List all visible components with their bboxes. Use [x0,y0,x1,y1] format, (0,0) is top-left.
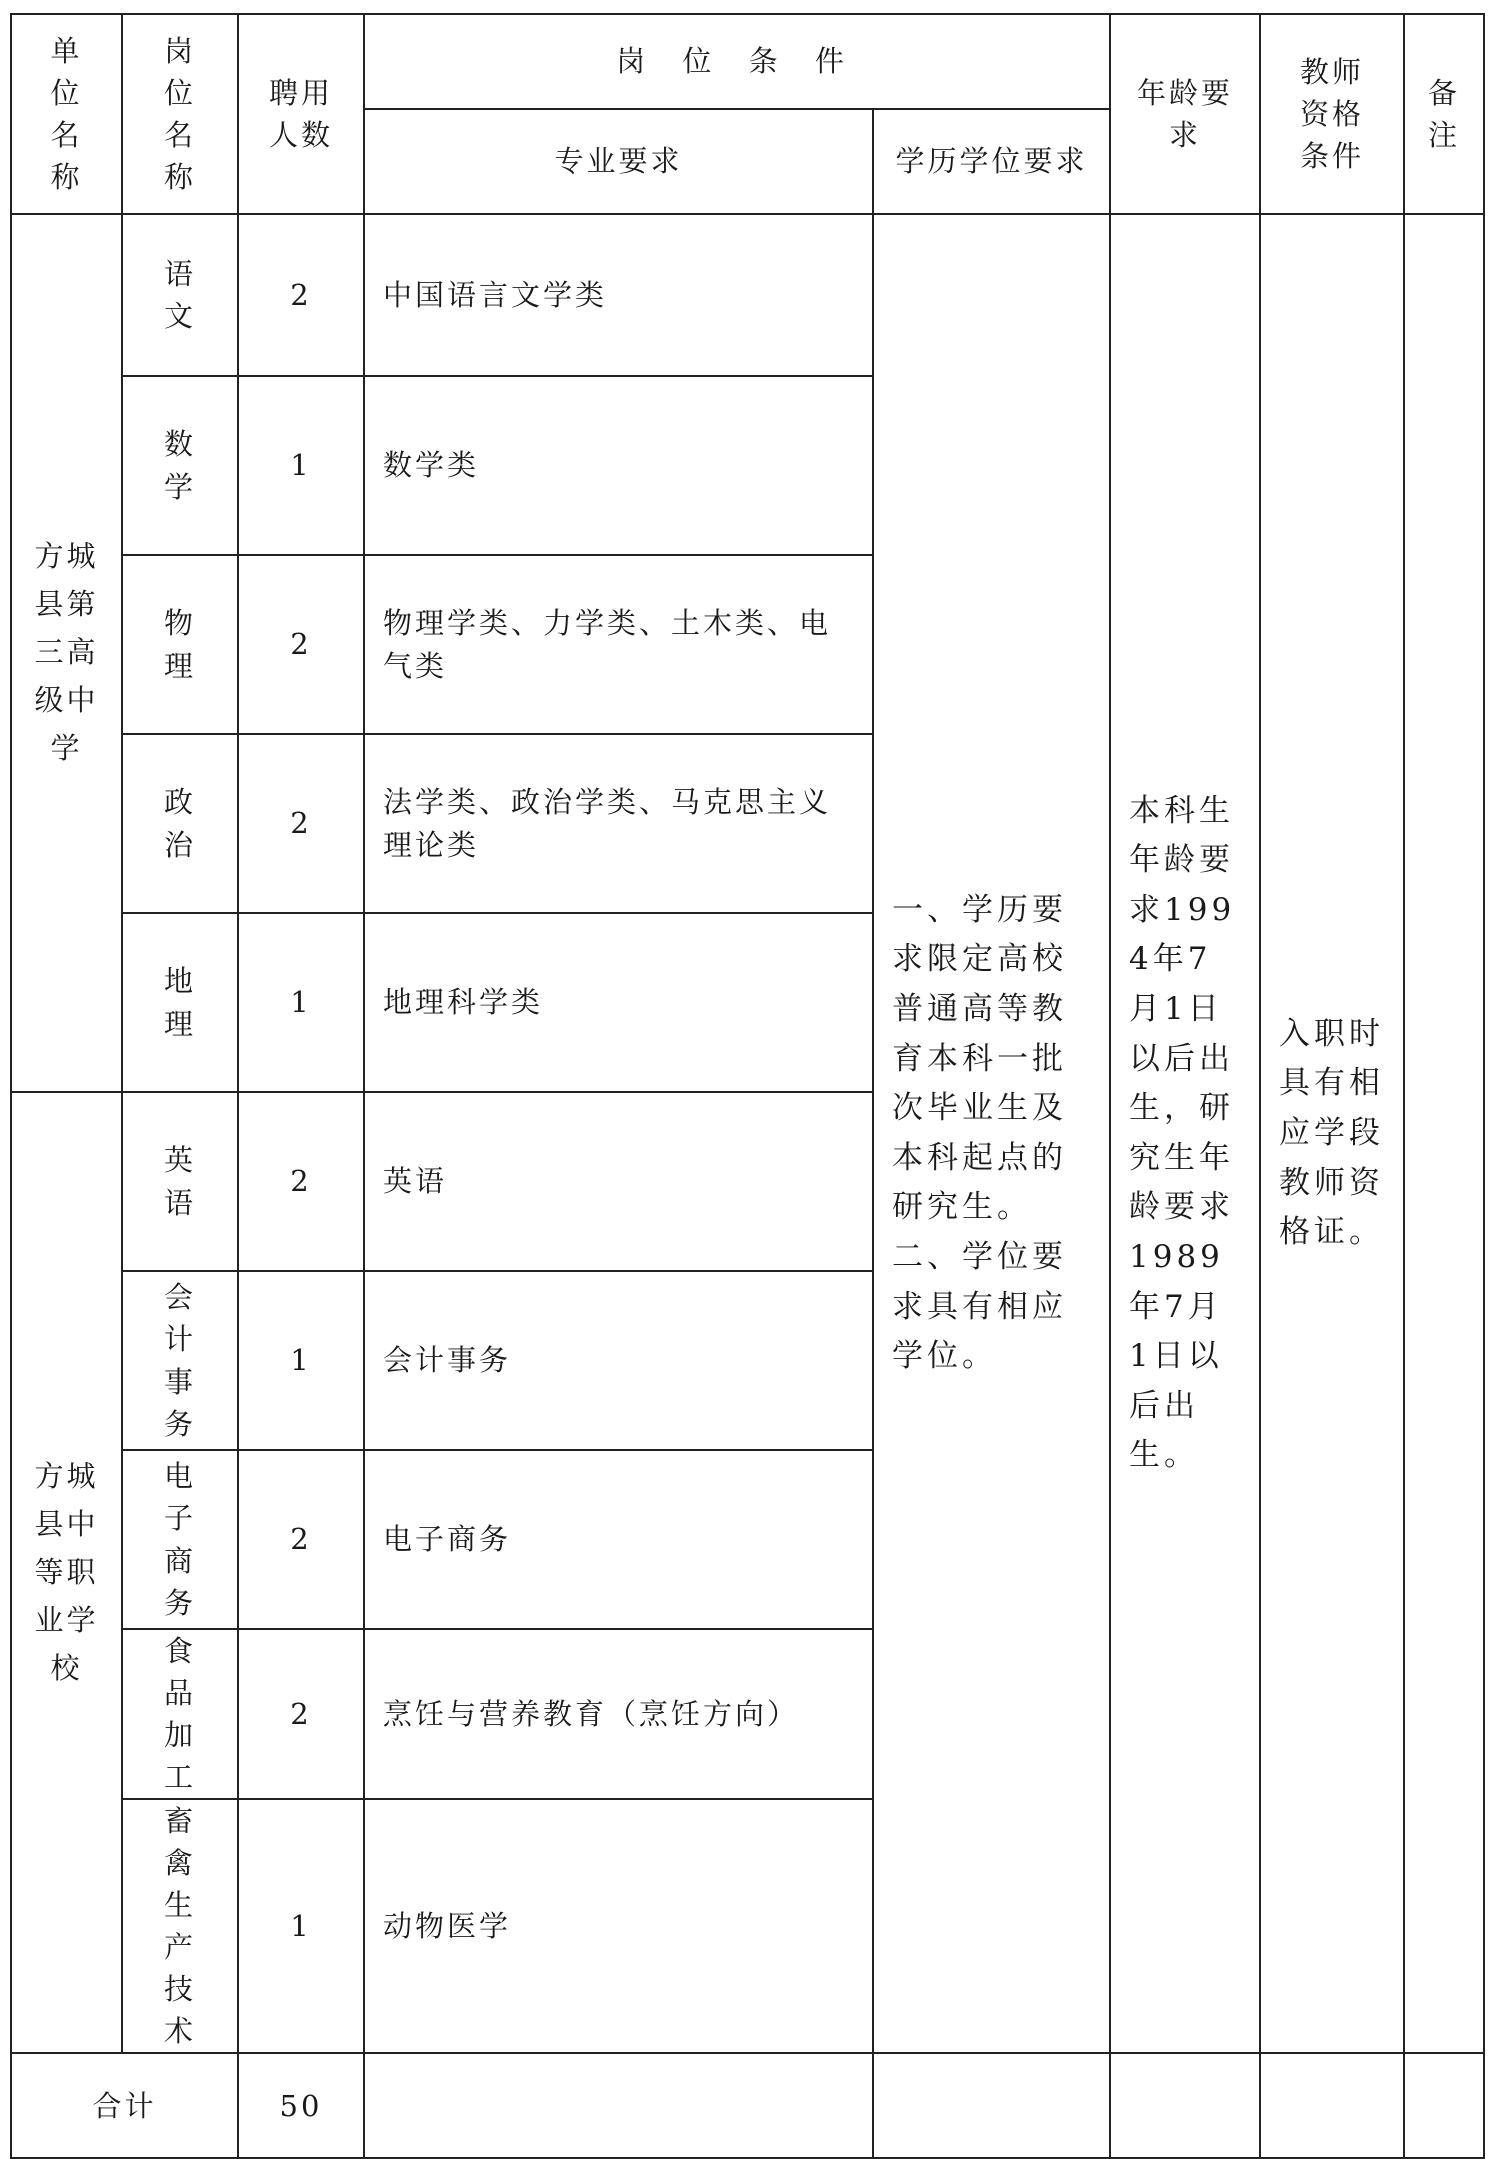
total-empty-remark [1404,2053,1484,2158]
position-cell: 数学 [122,376,238,555]
count-cell: 1 [238,376,364,555]
total-count: 50 [238,2053,364,2158]
degree-line-2: 二、学位要求具有相应学位。 [892,1238,1067,1375]
header-major-req: 专业要求 [364,109,873,214]
major-cell: 中国语言文学类 [364,214,873,376]
count-cell: 2 [238,734,364,913]
total-empty-degree [873,2053,1110,2158]
count-cell: 2 [238,1450,364,1629]
position-cell: 畜禽生产技术 [122,1799,238,2053]
recruitment-table [10,13,1485,2159]
total-empty-age [1110,2053,1260,2158]
count-cell: 1 [238,1799,364,2053]
unit-name: 方城县第三高级中学 [11,214,122,1092]
position-cell: 政治 [122,734,238,913]
major-cell: 动物医学 [364,1799,873,2053]
header-position-name: 岗位名称 [122,14,238,214]
total-empty-major [364,2053,873,2158]
count-cell: 1 [238,1271,364,1450]
total-empty-qual [1260,2053,1404,2158]
teacher-qualification: 入职时具有相应学段教师资格证。 [1260,214,1404,2053]
header-teacher-qual: 教师资格条件 [1260,14,1404,214]
major-cell: 电子商务 [364,1450,873,1629]
position-cell: 食品加工 [122,1629,238,1799]
major-cell: 地理科学类 [364,913,873,1092]
recruitment-table-page [10,13,1483,2123]
position-cell: 会计事务 [122,1271,238,1450]
degree-requirement [873,214,1110,2053]
position-cell: 电子商务 [122,1450,238,1629]
header-hire-count: 聘用人数 [238,14,364,214]
header-age-req: 年龄要求 [1110,14,1260,214]
remark-cell [1404,214,1484,2053]
age-requirement: 本科生年龄要求1994年7月1日以后出生，研究生年龄要求1989年7月1日以后出生。 [1110,214,1260,2053]
major-cell: 会计事务 [364,1271,873,1450]
header-unit-name: 单位名称 [11,14,122,214]
position-cell: 语文 [122,214,238,376]
degree-line-1: 一、学历要求限定高校普通高等教育本科一批次毕业生及本科起点的研究生。 [892,891,1067,1226]
header-position-conditions: 岗 位 条 件 [364,14,1110,109]
count-cell: 1 [238,913,364,1092]
position-cell: 英语 [122,1092,238,1271]
position-cell: 地理 [122,913,238,1092]
count-cell: 2 [238,1629,364,1799]
header-remark: 备注 [1404,14,1484,214]
header-degree-req: 学历学位要求 [873,109,1110,214]
count-cell: 2 [238,1092,364,1271]
position-cell: 物理 [122,555,238,734]
major-cell: 法学类、政治学类、马克思主义理论类 [364,734,873,913]
unit-name: 方城县中等职业学校 [11,1092,122,2053]
major-cell: 英语 [364,1092,873,1271]
total-label: 合计 [11,2053,238,2158]
major-cell: 数学类 [364,376,873,555]
major-cell: 烹饪与营养教育（烹饪方向） [364,1629,873,1799]
major-cell: 物理学类、力学类、土木类、电气类 [364,555,873,734]
count-cell: 2 [238,555,364,734]
count-cell: 2 [238,214,364,376]
